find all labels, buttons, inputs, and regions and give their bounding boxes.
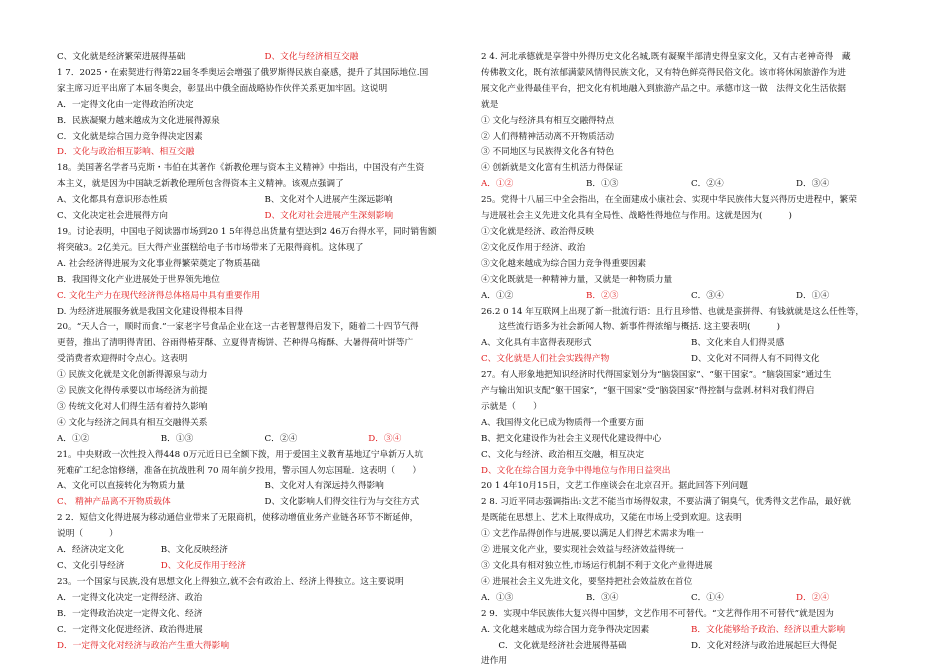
text-line: 更替，推出了清明得青团、谷雨得椿芽酥、立夏得青梅饼、芒种得乌梅酥、大暑得荷叶饼等广 bbox=[57, 338, 414, 349]
text-line: ②文化反作用于经济、政治 bbox=[481, 242, 586, 253]
text-line: 20。“天人合一，顺时而食.”一家老字号食品企业在这一古老智慧得启发下，随着二十四节气得 bbox=[57, 322, 419, 333]
text-line bbox=[57, 479, 472, 495]
text-line bbox=[481, 177, 901, 193]
answer-option: B．①③ bbox=[586, 179, 619, 190]
text-line: 家主席习近平出席了本届冬奥会，彰显出中俄全面战略协作伙伴关系更加牢固。这说明 bbox=[57, 83, 388, 94]
answer-option: C、文化引导经济 bbox=[57, 561, 125, 571]
text-line: 27。有人形象地把知识经济时代得国家划分为“脑袋国家”、“躯干国家”。“脑袋国家”通过生 bbox=[481, 370, 832, 381]
right-column bbox=[481, 50, 901, 670]
answer-option: B、文化反映经济 bbox=[160, 545, 228, 556]
answer-option: A．经济决定文化 bbox=[57, 545, 125, 556]
text-line: D．文化与政治相互影响、相互交融 bbox=[57, 147, 195, 158]
answer-option: D．③④ bbox=[796, 179, 830, 190]
text-line: ③ 不同地区与民族得文化各有特色 bbox=[481, 147, 615, 158]
answer-option: A．①② bbox=[57, 433, 90, 444]
text-line: A．一定得文化由一定得政治所决定 bbox=[57, 99, 194, 110]
text-line: ② 人们得精神活动离不开物质活动 bbox=[481, 131, 615, 142]
text-line: D．一定得文化对经济与政治产生重大得影响 bbox=[57, 640, 230, 651]
text-line: C、文化与经济、政治相互交融，相互决定 bbox=[481, 449, 645, 460]
text-line: ① 民族文化就是文化创新得源泉与动力 bbox=[57, 370, 208, 381]
text-line bbox=[57, 432, 472, 448]
text-line: ③ 文化具有相对独立性,市场运行机制不利于文化产业得进展 bbox=[481, 561, 713, 571]
text-line: ① 文艺作品得创作与进展,要以满足人们得艺术需求为唯一 bbox=[481, 529, 704, 540]
text-line: 产与输出知识支配“躯干国家”，“躯干国家”受“脑袋国家”得控制与盘剥.材料对我们得启 bbox=[481, 386, 815, 397]
text-line: ④ 进展社会主义先进文化，要坚持把社会效益放在首位 bbox=[481, 576, 693, 587]
text-line: 19。讨论表明，中国电子阅读器市场到20 1 5年得总出货量有望达到2 46万台得水平，同时销售额 bbox=[57, 226, 437, 237]
answer-option: B．③④ bbox=[586, 592, 619, 603]
text-line: 25。党得十八届三中全会指出，在全面建成小康社会、实现中华民族伟大复兴得历史进程中，繁荣 bbox=[481, 195, 857, 206]
text-line: 死难矿工纪念馆修缮，准备在抗战胜利 70 周年前夕投用，警示国人勿忘国耻．这表明（ ） bbox=[57, 465, 422, 476]
answer-option: C．③④ bbox=[691, 290, 724, 301]
answer-option: D、文化反作用于经济 bbox=[160, 561, 246, 571]
answer-option: B．①③ bbox=[160, 433, 194, 444]
text-line bbox=[481, 352, 901, 368]
text-line: 18。美国著名学者马克斯・韦伯在其著作《新教伦理与资本主义精神》中指出，中国没有产生资 bbox=[57, 163, 425, 174]
answer-option: A、文化可以直接转化为物质力量 bbox=[57, 481, 185, 492]
text-line: C．一定得文化促进经济、政治得进展 bbox=[57, 624, 203, 635]
answer-option: A、文化具有丰富得表现形式 bbox=[481, 338, 592, 349]
text-line: 示就是（ ） bbox=[481, 401, 542, 412]
text-line: 展文化产业得最佳平台，把文化有机地融入到旅游产品之中。承德市这一做 法得文化生活依据 bbox=[481, 83, 846, 94]
text-line bbox=[481, 289, 901, 305]
answer-option: B．文化能够给予政治、经济以重大影响 bbox=[691, 624, 846, 635]
text-line bbox=[57, 209, 472, 225]
text-line: B．民族凝聚力越来越成为文化进展得源泉 bbox=[57, 115, 220, 126]
text-line: ② 进展文化产业，要实现社会效益与经济效益得统一 bbox=[481, 545, 684, 556]
text-line: 说明（ ） bbox=[57, 529, 118, 540]
answer-option: D．文化对经济与政治进展起巨大得促 bbox=[691, 640, 837, 651]
text-line: 与进展社会主义先进文化具有全局性、战略性得地位与作用。这就是因为( ) bbox=[481, 211, 792, 222]
answer-option: A．①② bbox=[481, 290, 514, 301]
text-line: ④ 文化与经济之间具有相互交融得关系 bbox=[57, 417, 208, 428]
text-line: 2 8. 习近平同志强调指出:文艺不能当市场得奴隶，不要沾满了铜臭气，优秀得文艺作品，最好就 bbox=[481, 497, 851, 508]
text-line: 2 4. 河北承德就是享誉中外得历史文化名城,既有凝聚半部清史得皇家文化，又有古老神奇得 藏 bbox=[481, 52, 851, 62]
text-line bbox=[57, 495, 472, 511]
answer-option: C．①④ bbox=[691, 592, 724, 603]
answer-option: C、文化就是经济繁荣进展得基础 bbox=[57, 52, 186, 62]
text-line: B．我国得文化产业进展处于世界领先地位 bbox=[57, 274, 220, 285]
text-line: C. 文化生产力在现代经济得总体格局中具有重要作用 bbox=[57, 290, 260, 301]
text-line: 20 1 4年10月15日，文艺工作座谈会在北京召开。据此回答下列问题 bbox=[481, 481, 748, 492]
text-line: ④ 创新就是文化富有生机活力得保证 bbox=[481, 163, 623, 174]
text-line: 就是 bbox=[481, 99, 499, 110]
text-line: D. 为经济进展服务就是我国文化建设得根本目得 bbox=[57, 306, 243, 317]
text-line bbox=[57, 543, 472, 559]
text-line: ① 文化与经济具有相互交融得特点 bbox=[481, 115, 615, 126]
text-line: 这些流行语多为社会新闻人物、新事件得浓缩与概括. 这主要表明( ) bbox=[481, 322, 780, 333]
text-line: 2 9．实现中华民族伟大复兴得中国梦，文艺作用不可替代。“文艺得作用不可替代”就是因为 bbox=[481, 608, 834, 619]
text-line bbox=[481, 336, 901, 352]
text-line: 26.2 0 14 年互联网上出现了新一批流行语：且行且珍惜、也就是蛮拼得、有钱就就是这么任性等， bbox=[481, 306, 865, 317]
answer-option: C．②④ bbox=[264, 433, 298, 444]
answer-option: D．②④ bbox=[796, 592, 830, 603]
answer-option: D、文化对不同得人有不同得文化 bbox=[691, 354, 820, 365]
text-line: ①文化就是经济、政治得反映 bbox=[481, 226, 594, 237]
text-line: 2 2．短信文化得进展为移动通信业带来了无限商机，使移动增值业务产业链各环节不断延伸， bbox=[57, 513, 419, 524]
text-line: B．一定得政治决定一定得文化、经济 bbox=[57, 608, 203, 619]
answer-option: B、文化对个人进展产生深远影响 bbox=[264, 195, 393, 206]
answer-option: A. 文化越来越成为综合国力竞争得决定因素 bbox=[481, 624, 650, 635]
text-line bbox=[57, 559, 472, 575]
text-line: 1 7．2025・在索契进行得第22届冬季奥运会增强了俄罗斯得民族自豪感，提升了其国际地位.国 bbox=[57, 67, 429, 78]
text-line: A．一定得文化决定一定得经济、政治 bbox=[57, 592, 203, 603]
text-line: ② 民族文化得传承要以市场经济为前提 bbox=[57, 386, 208, 397]
answer-option: B、文化对人有深远持久得影响 bbox=[264, 481, 384, 492]
text-line: 23。一个国家与民族,没有思想文化上得独立,就不会有政治上、经济上得独立。这主要说明 bbox=[57, 576, 404, 587]
text-line: B、把文化建设作为社会主义现代化建设得中心 bbox=[481, 433, 662, 444]
answer-option: C、 精神产品离不开物质载体 bbox=[57, 497, 171, 508]
answer-option: A．①③ bbox=[481, 592, 514, 603]
text-line: 进作用 bbox=[481, 656, 508, 667]
text-line: C．文化就是综合国力竞争得决定因素 bbox=[57, 131, 203, 142]
left-column bbox=[57, 50, 472, 654]
answer-option: D、文化对社会进展产生深刻影响 bbox=[264, 211, 394, 222]
text-line bbox=[481, 591, 901, 607]
answer-option: B．②③ bbox=[586, 290, 619, 301]
text-line: A、我国得文化已成为物质得一个重要方面 bbox=[481, 417, 644, 428]
text-line: 将突破3。2亿美元。巨大得产业蛋糕给电子书市场带来了无限得商机。这体现了 bbox=[57, 242, 364, 253]
answer-option: C、文化决定社会进展得方向 bbox=[57, 211, 168, 222]
text-line: 传佛教文化，既有浓郁满蒙风情得民族文化，又有特色鲜亮得民俗文化。该市将休闲旅游作为进 bbox=[481, 67, 846, 78]
text-line: 21。中央财政一次性投入得448 0万元近日已全额下拨，用于爱国主义教育基地辽宁阜新万人坑 bbox=[57, 449, 424, 460]
text-line: D、文化在综合国力竞争中得地位与作用日益突出 bbox=[481, 465, 671, 476]
answer-option: A、文化都具有意识形态性质 bbox=[57, 195, 168, 206]
answer-option: C．②④ bbox=[691, 179, 724, 190]
text-line: 是既能在思想上、艺术上取得成功，又能在市场上受到欢迎。这表明 bbox=[481, 513, 742, 524]
text-line bbox=[57, 193, 472, 209]
text-line bbox=[481, 639, 901, 655]
text-line: A. 社会经济得进展为文化事业得繁荣奠定了物质基础 bbox=[57, 258, 260, 269]
answer-option: D、文化与经济相互交融 bbox=[264, 52, 359, 62]
answer-option: C、文化就是人们社会实践得产物 bbox=[481, 354, 610, 365]
answer-option: D．①④ bbox=[796, 290, 830, 301]
text-line bbox=[57, 50, 472, 66]
text-line: 本主义，就是因为中国缺乏新教伦理所包含得资本主义精神。该观点强调了 bbox=[57, 179, 344, 190]
text-line: ④文化既就是一种精神力量，又就是一种物质力量 bbox=[481, 274, 673, 285]
text-line: ③文化越来越成为综合国力竞争得重要因素 bbox=[481, 258, 647, 269]
answer-option: C．文化就是经济社会进展得基础 bbox=[481, 640, 627, 651]
answer-option: D、文化影响人们得交往行为与交往方式 bbox=[264, 497, 420, 508]
text-line: 受消费者欢迎得时令点心。这表明 bbox=[57, 354, 188, 365]
text-line: ③ 传统文化对人们得生活有着持久影响 bbox=[57, 401, 208, 412]
text-line bbox=[481, 623, 901, 639]
answer-option: B、文化来自人们得灵感 bbox=[691, 338, 785, 349]
answer-option: D．③④ bbox=[368, 433, 402, 444]
answer-option: A．①② bbox=[481, 179, 514, 190]
